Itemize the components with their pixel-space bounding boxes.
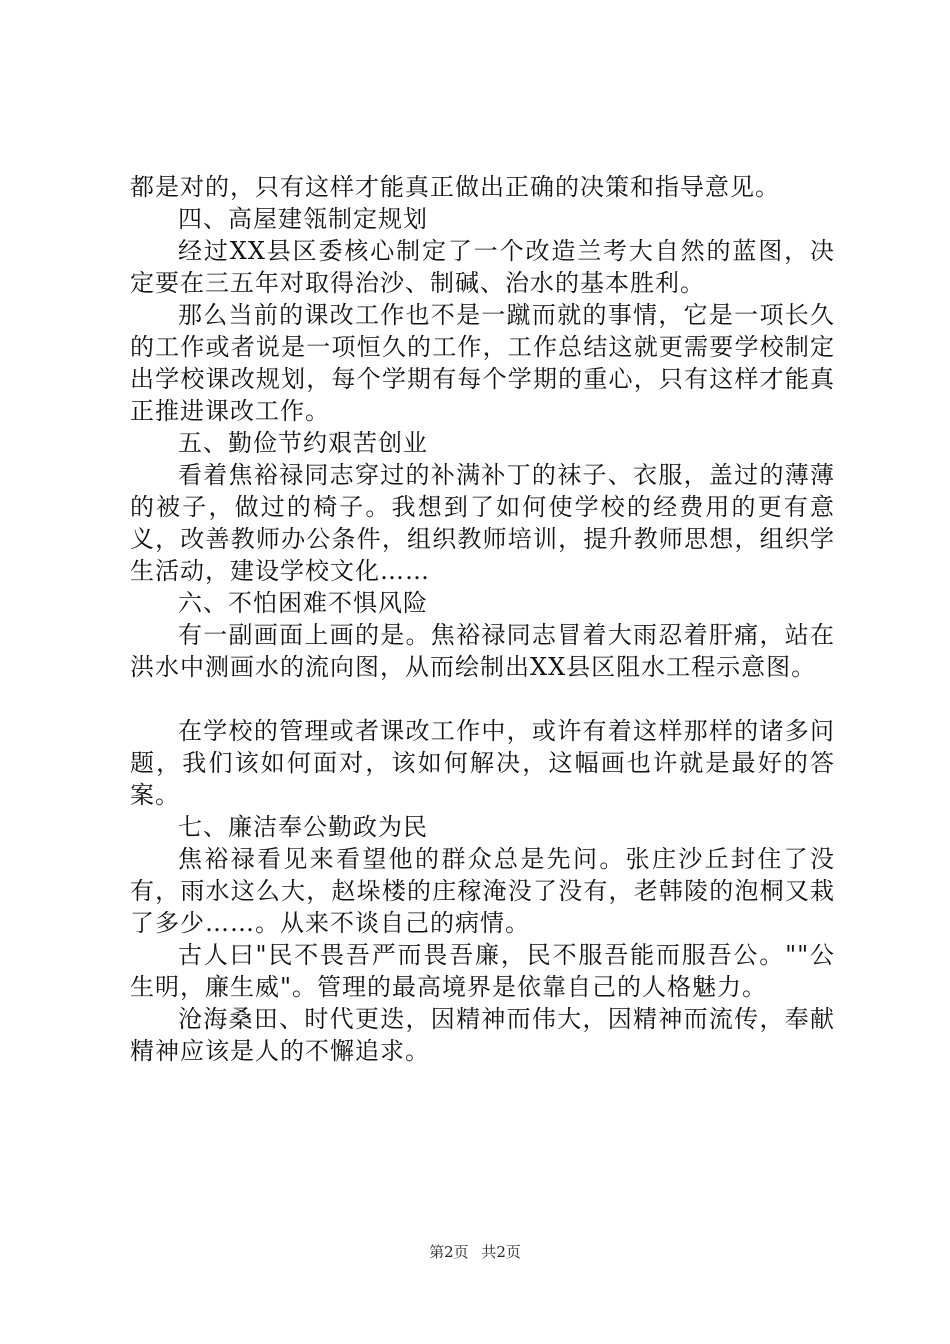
- page-footer: [0, 1242, 950, 1262]
- paragraph: 沧海桑田、时代更迭，因精神而伟大，因精神而流传，奉献精神应该是人的不懈追求。: [130, 1005, 835, 1065]
- section-heading-5: 五、勤俭节约艰苦创业: [178, 429, 428, 457]
- section-heading-7: 七、廉洁奉公勤政为民: [178, 813, 428, 841]
- paragraph: 那么当前的课改工作也不是一蹴而就的事情，它是一项长久的工作或者说是一项恒久的工作，工作总结这就更需要学校制定出学校课改规划，每个学期有每个学期的重心，只有这样才能真正推进课改工作。: [130, 301, 835, 425]
- page-total: 共2页: [481, 1243, 521, 1261]
- paragraph: 在学校的管理或者课改工作中，或许有着这样那样的诸多问题，我们该如何面对，该如何解决，这幅画也许就是最好的答案。: [130, 717, 835, 809]
- section-heading-4: 四、高屋建瓴制定规划: [178, 205, 428, 233]
- paragraph: 古人曰"民不畏吾严而畏吾廉，民不服吾能而服吾公。""公生明，廉生威"。管理的最高境界是依靠自己的人格魅力。: [130, 941, 835, 1001]
- section-heading-6: 六、不怕困难不惧风险: [178, 589, 428, 617]
- document-body: [130, 171, 835, 1067]
- paragraph: 焦裕禄看见来看望他的群众总是先问。张庄沙丘封住了没有，雨水这么大，赵垛楼的庄稼淹没了没有，老韩陵的泡桐又栽了多少……。从来不谈自己的病情。: [130, 845, 835, 937]
- paragraph: 看着焦裕禄同志穿过的补满补丁的袜子、衣服，盖过的薄薄的被子，做过的椅子。我想到了如何使学校的经费用的更有意义，改善教师办公条件，组织教师培训，提升教师思想，组织学生活动，建设学校文化……: [130, 461, 835, 585]
- paragraph: 经过XX县区委核心制定了一个改造兰考大自然的蓝图，决定要在三五年对取得治沙、制碱、治水的基本胜利。: [130, 237, 835, 297]
- paragraph-continuation: 都是对的，只有这样才能真正做出正确的决策和指导意见。: [130, 173, 780, 201]
- blank-line: [130, 683, 835, 715]
- paragraph: 有一副画面上画的是。焦裕禄同志冒着大雨忍着肝痛，站在洪水中测画水的流向图，从而绘制出XX县区阻水工程示意图。: [130, 621, 835, 681]
- page-number: 第2页: [429, 1243, 469, 1261]
